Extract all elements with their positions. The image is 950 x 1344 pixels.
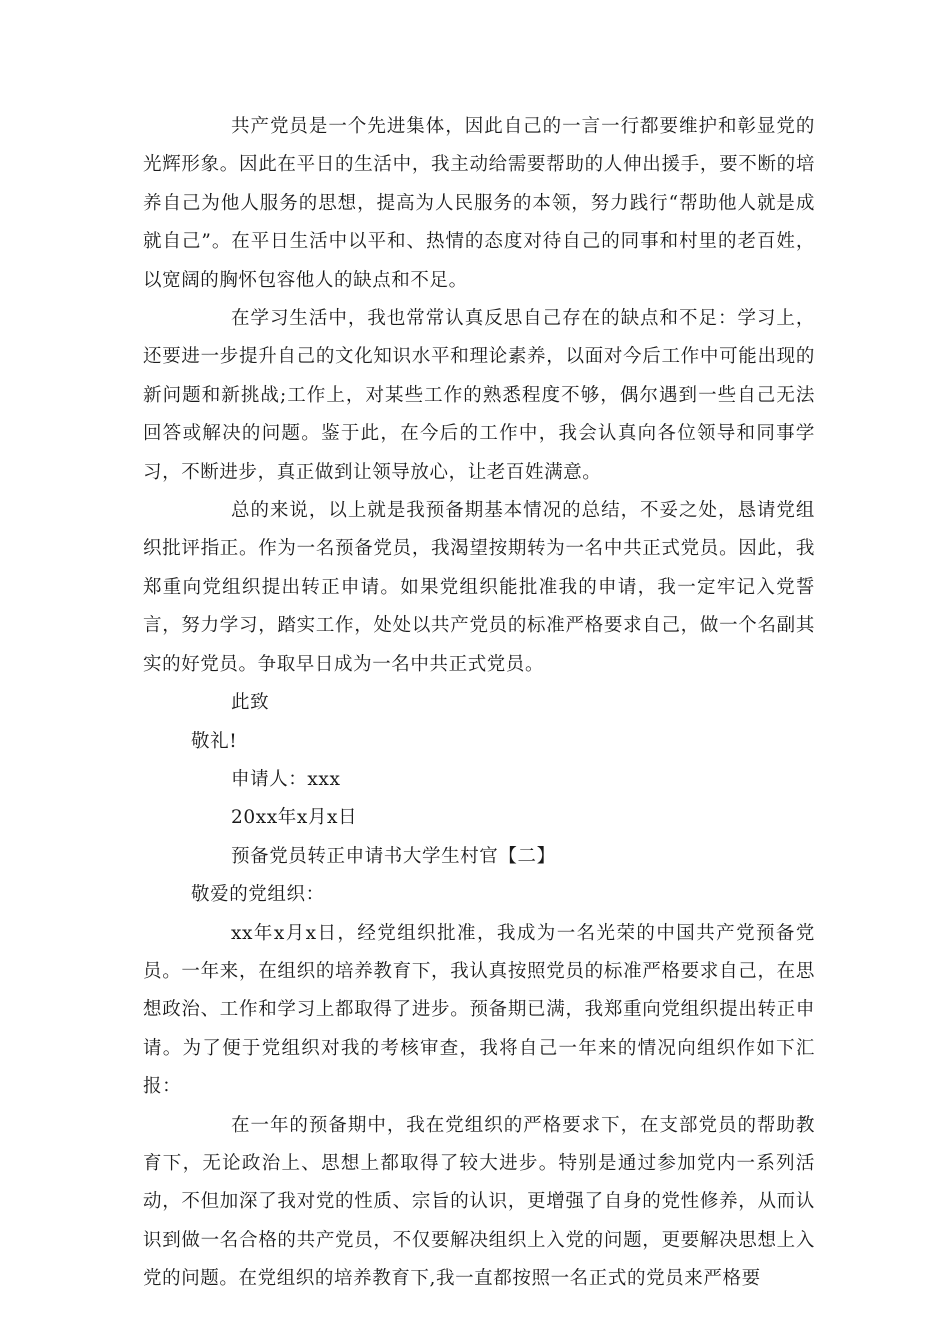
- closing-line: 此致: [231, 692, 270, 714]
- date-line: 20xx年x月x日: [231, 807, 358, 829]
- paragraph-party-image: 共产党员是一个先进集体，因此自己的一言一行都要维护和彰显党的光辉形象。因此在平日的生活中，我主动给需要帮助的人伸出援手，要不断的培养自己为他人服务的思想，提高为人民服务的本领，努力践行“帮助他人就是成就自己”。在平日生活中以平和、热情的态度对待自己的同事和村里的老百姓，以宽阔的胸怀包容他人的缺点和不足。: [143, 116, 815, 291]
- document-body: [143, 108, 815, 1299]
- greeting-line: 敬爱的党组织：: [191, 884, 325, 906]
- salute-line: 敬礼!: [191, 730, 238, 752]
- paragraph-probation: 在一年的预备期中，我在党组织的严格要求下，在支部党员的帮助教育下，无论政治上、思想上都取得了较大进步。特别是通过参加党内一系列活动，不但加深了我对党的性质、宗旨的认识，更增强了自身的党性修养，从而认识到做一名合格的共产党员，不仅要解决组织上入党的问题，更要解决思想上入党的问题。在党组织的培养教育下,我一直都按照一名正式的党员来严格要: [143, 1114, 815, 1290]
- paragraph-self-reflection: 在学习生活中，我也常常认真反思自己存在的缺点和不足：学习上，还要进一步提升自己的文化知识水平和理论素养，以面对今后工作中可能出现的新问题和新挑战;工作上，对某些工作的熟悉程度不够，偶尔遇到一些自己无法回答或解决的问题。鉴于此，在今后的工作中，我会认真向各位领导和同事学习，不断进步，真正做到让领导放心，让老百姓满意。: [143, 308, 815, 483]
- applicant-line: 申请人：xxx: [231, 768, 341, 790]
- section-title: 预备党员转正申请书大学生村官【二】: [231, 845, 556, 867]
- paragraph-summary: 总的来说，以上就是我预备期基本情况的总结，不妥之处，恳请党组织批评指正。作为一名预备党员，我渴望按期转为一名中共正式党员。因此，我郑重向党组织提出转正申请。如果党组织能批准我的申请，我一定牢记入党誓言，努力学习，踏实工作，处处以共产党员的标准严格要求自己，做一个名副其实的好党员。争取早日成为一名中共正式党员。: [143, 500, 815, 675]
- paragraph-intro: xx年x月x日，经党组织批准，我成为一名光荣的中国共产党预备党员。一年来，在组织的培养教育下，我认真按照党员的标准严格要求自己，在思想政治、工作和学习上都取得了进步。预备期已满，我郑重向党组织提出转正申请。为了便于党组织对我的考核审查，我将自己一年来的情况向组织作如下汇报：: [143, 922, 815, 1098]
